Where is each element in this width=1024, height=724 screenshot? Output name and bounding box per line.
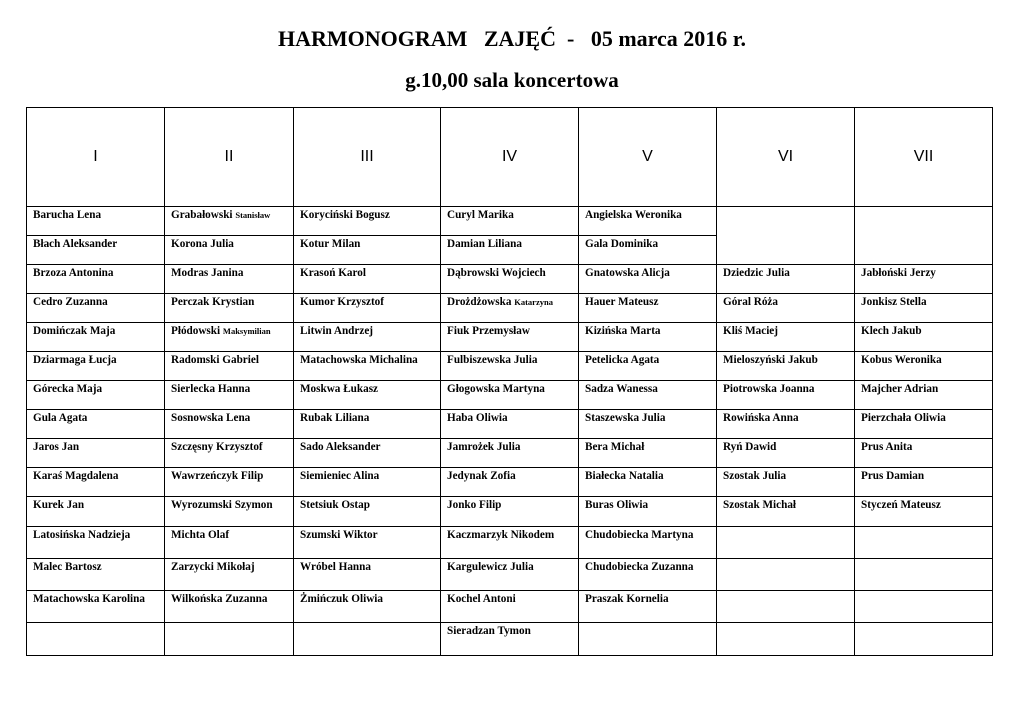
table-row <box>27 381 993 410</box>
cell-name-suffix: Stanisław <box>235 210 271 220</box>
table-row <box>27 207 993 236</box>
cell-name: Sosnowska Lena <box>171 412 251 424</box>
table-cell <box>441 352 579 381</box>
table-row <box>27 410 993 439</box>
cell-name: Curyl Marika <box>447 209 514 221</box>
table-cell <box>579 527 717 559</box>
cell-name: Chudobiecka Zuzanna <box>585 561 694 573</box>
table-cell <box>441 381 579 410</box>
table-cell <box>165 352 294 381</box>
cell-name: Kliś Maciej <box>723 325 778 337</box>
cell-name: Petelicka Agata <box>585 354 660 366</box>
table-cell <box>27 559 165 591</box>
cell-name: Drożdżowska <box>447 296 515 308</box>
table-cell <box>717 352 855 381</box>
cell-name: Rowińska Anna <box>723 412 799 424</box>
cell-name: Klech Jakub <box>861 325 922 337</box>
table-cell <box>294 468 441 497</box>
table-row <box>27 265 993 294</box>
cell-name: Dziedzic Julia <box>723 267 790 279</box>
cell-name: Karaś Magdalena <box>33 470 119 482</box>
table-cell <box>294 381 441 410</box>
table-cell <box>294 265 441 294</box>
table-cell <box>165 410 294 439</box>
table-cell <box>441 410 579 439</box>
table-cell <box>165 439 294 468</box>
table-cell <box>855 439 993 468</box>
cell-name: Płódowski <box>171 325 223 337</box>
table-cell <box>855 323 993 352</box>
cell-name: Siemieniec Alina <box>300 470 380 482</box>
cell-name: Gnatowska Alicja <box>585 267 670 279</box>
column-header: I <box>27 108 165 207</box>
cell-name: Kochel Antoni <box>447 593 516 605</box>
cell-name: Piotrowska Joanna <box>723 383 815 395</box>
cell-name: Szumski Wiktor <box>300 529 378 541</box>
table-cell <box>441 559 579 591</box>
table-body <box>27 207 993 656</box>
table-cell <box>717 439 855 468</box>
cell-name: Błach Aleksander <box>33 238 118 250</box>
table-cell <box>579 323 717 352</box>
cell-name: Barucha Lena <box>33 209 102 221</box>
table-cell <box>294 623 441 656</box>
table-cell <box>579 265 717 294</box>
table-cell <box>27 207 165 236</box>
table-cell <box>27 468 165 497</box>
table-cell <box>294 236 441 265</box>
cell-name: Matachowska Michalina <box>300 354 418 366</box>
cell-name: Modras Janina <box>171 267 244 279</box>
column-header: VI <box>717 108 855 207</box>
table-cell <box>579 294 717 323</box>
table-cell <box>294 410 441 439</box>
table-cell <box>579 591 717 623</box>
column-header: VII <box>855 108 993 207</box>
cell-name: Perczak Krystian <box>171 296 255 308</box>
table-cell <box>294 591 441 623</box>
table-cell <box>165 323 294 352</box>
cell-name: Gula Agata <box>33 412 88 424</box>
cell-name: Krasoń Karol <box>300 267 366 279</box>
cell-name: Wilkońska Zuzanna <box>171 593 268 605</box>
cell-name: Stetsiuk Ostap <box>300 499 370 511</box>
cell-name: Latosińska Nadzieja <box>33 529 131 541</box>
cell-name: Koryciński Bogusz <box>300 209 390 221</box>
table-cell <box>441 623 579 656</box>
cell-name: Pierzchała Oliwia <box>861 412 946 424</box>
table-cell <box>717 381 855 410</box>
table-row <box>27 468 993 497</box>
cell-name: Jonkisz Stella <box>861 296 927 308</box>
cell-name: Sieradzan Tymon <box>447 625 531 637</box>
table-row <box>27 497 993 527</box>
table-cell <box>165 468 294 497</box>
cell-name: Ryń Dawid <box>723 441 777 453</box>
table-cell <box>717 497 855 527</box>
table-cell <box>441 265 579 294</box>
table-cell <box>717 323 855 352</box>
column-header: V <box>579 108 717 207</box>
cell-name: Praszak Kornelia <box>585 593 669 605</box>
schedule-table <box>26 107 993 656</box>
table-cell <box>579 381 717 410</box>
cell-name: Damian Liliana <box>447 238 522 250</box>
table-cell <box>855 265 993 294</box>
column-header: II <box>165 108 294 207</box>
table-cell <box>717 468 855 497</box>
table-cell <box>165 207 294 236</box>
cell-name: Hauer Mateusz <box>585 296 659 308</box>
table-cell <box>441 294 579 323</box>
cell-name: Michta Olaf <box>171 529 230 541</box>
table-cell <box>441 323 579 352</box>
cell-name: Rubak Liliana <box>300 412 370 424</box>
table-cell <box>441 207 579 236</box>
cell-name-suffix: Katarzyna <box>514 297 553 307</box>
table-cell <box>855 381 993 410</box>
cell-name: Sado Aleksander <box>300 441 381 453</box>
cell-name: Dziarmaga Łucja <box>33 354 117 366</box>
cell-name: Fulbiszewska Julia <box>447 354 538 366</box>
cell-name: Dąbrowski Wojciech <box>447 267 546 279</box>
cell-name: Mieloszyński Jakub <box>723 354 818 366</box>
table-cell <box>27 497 165 527</box>
cell-name: Prus Damian <box>861 470 925 482</box>
table-cell <box>855 410 993 439</box>
table-cell <box>27 439 165 468</box>
cell-name-suffix: Maksymilian <box>222 326 271 336</box>
cell-name: Cedro Zuzanna <box>33 296 108 308</box>
table-cell <box>27 591 165 623</box>
table-row <box>27 559 993 591</box>
table-cell <box>579 410 717 439</box>
table-cell <box>294 294 441 323</box>
table-cell <box>441 439 579 468</box>
table-cell <box>165 294 294 323</box>
table-row <box>27 439 993 468</box>
table-cell <box>165 497 294 527</box>
cell-name: Buras Oliwia <box>585 499 649 511</box>
cell-name: Moskwa Łukasz <box>300 383 379 395</box>
table-cell <box>579 207 717 236</box>
cell-name: Jaros Jan <box>33 441 80 453</box>
table-cell <box>717 527 855 559</box>
table-cell <box>579 623 717 656</box>
table-cell <box>441 497 579 527</box>
table-cell <box>27 623 165 656</box>
table-cell <box>27 265 165 294</box>
table-cell <box>855 527 993 559</box>
cell-name: Kurek Jan <box>33 499 85 511</box>
cell-name: Bera Michał <box>585 441 645 453</box>
cell-name: Malec Bartosz <box>33 561 102 573</box>
table-cell <box>717 294 855 323</box>
table-cell <box>294 527 441 559</box>
table-cell <box>579 439 717 468</box>
table-cell <box>27 381 165 410</box>
table-cell <box>294 207 441 236</box>
table-cell <box>579 236 717 265</box>
cell-name: Domińczak Maja <box>33 325 116 337</box>
cell-name: Wróbel Hanna <box>300 561 371 573</box>
page-title: HARMONOGRAM ZAJĘĆ - 05 marca 2016 r. <box>277 26 747 51</box>
cell-name: Góral Róża <box>723 296 778 308</box>
cell-name: Radomski Gabriel <box>171 354 259 366</box>
cell-name: Wawrzeńczyk Filip <box>171 470 264 482</box>
cell-name: Szczęsny Krzysztof <box>171 441 263 453</box>
table-cell <box>165 527 294 559</box>
table-cell <box>855 207 993 265</box>
table-cell <box>294 559 441 591</box>
cell-name: Kobus Weronika <box>861 354 942 366</box>
table-cell <box>579 352 717 381</box>
table-cell <box>27 294 165 323</box>
cell-name: Fiuk Przemysław <box>447 325 530 337</box>
table-cell <box>27 410 165 439</box>
table-cell <box>717 559 855 591</box>
cell-name: Angielska Weronika <box>585 209 682 221</box>
table-cell <box>855 352 993 381</box>
table-cell <box>579 468 717 497</box>
cell-name: Wyrozumski Szymon <box>171 499 273 511</box>
cell-name: Szostak Michał <box>723 499 797 511</box>
table-cell <box>441 591 579 623</box>
cell-name: Haba Oliwia <box>447 412 508 424</box>
table-cell <box>855 468 993 497</box>
table-row <box>27 294 993 323</box>
table-cell <box>579 559 717 591</box>
cell-name: Jamrożek Julia <box>447 441 521 453</box>
cell-name: Kotur Milan <box>300 238 361 250</box>
cell-name: Prus Anita <box>861 441 913 453</box>
cell-name: Matachowska Karolina <box>33 593 145 605</box>
table-cell <box>165 381 294 410</box>
table-cell <box>441 236 579 265</box>
header-row <box>27 108 993 207</box>
table-cell <box>579 497 717 527</box>
cell-name: Białecka Natalia <box>585 470 664 482</box>
table-cell <box>165 265 294 294</box>
cell-name: Korona Julia <box>171 238 234 250</box>
cell-name: Jedynak Zofia <box>447 470 516 482</box>
table-cell <box>27 352 165 381</box>
table-cell <box>294 439 441 468</box>
table-cell <box>717 410 855 439</box>
cell-name: Kaczmarzyk Nikodem <box>447 529 555 541</box>
table-cell <box>717 207 855 265</box>
cell-name: Jabłoński Jerzy <box>861 267 936 279</box>
table-cell <box>855 559 993 591</box>
table-cell <box>27 236 165 265</box>
table-cell <box>717 265 855 294</box>
table-cell <box>294 323 441 352</box>
table-cell <box>294 497 441 527</box>
cell-name: Kizińska Marta <box>585 325 661 337</box>
table-row <box>27 527 993 559</box>
cell-name: Szostak Julia <box>723 470 787 482</box>
table-row <box>27 352 993 381</box>
column-header: III <box>294 108 441 207</box>
page-subtitle: g.10,00 sala koncertowa <box>405 68 619 92</box>
cell-name: Górecka Maja <box>33 383 103 395</box>
table-row <box>27 591 993 623</box>
table-cell <box>165 236 294 265</box>
table-row <box>27 323 993 352</box>
table-row <box>27 623 993 656</box>
table-cell <box>27 527 165 559</box>
table-cell <box>717 623 855 656</box>
table-cell <box>855 591 993 623</box>
table-cell <box>441 527 579 559</box>
cell-name: Styczeń Mateusz <box>861 499 941 511</box>
cell-name: Brzoza Antonina <box>33 267 114 279</box>
cell-name: Litwin Andrzej <box>300 325 374 337</box>
cell-name: Kargulewicz Julia <box>447 561 534 573</box>
table-cell <box>717 591 855 623</box>
cell-name: Staszewska Julia <box>585 412 666 424</box>
table-cell <box>27 323 165 352</box>
cell-name: Jonko Filip <box>447 499 502 511</box>
table-cell <box>855 623 993 656</box>
cell-name: Żmińczuk Oliwia <box>300 593 383 605</box>
table-cell <box>855 497 993 527</box>
table-cell <box>165 591 294 623</box>
table-cell <box>855 294 993 323</box>
cell-name: Sadza Wanessa <box>585 383 658 395</box>
table-cell <box>165 559 294 591</box>
cell-name: Chudobiecka Martyna <box>585 529 694 541</box>
table-cell <box>294 352 441 381</box>
table-cell <box>165 623 294 656</box>
cell-name: Gala Dominika <box>585 238 659 250</box>
cell-name: Głogowska Martyna <box>447 383 545 395</box>
table-cell <box>441 468 579 497</box>
cell-name: Zarzycki Mikołaj <box>171 561 255 573</box>
cell-name: Sierlecka Hanna <box>171 383 251 395</box>
column-header: IV <box>441 108 579 207</box>
cell-name: Grabałowski <box>171 209 236 221</box>
cell-name: Majcher Adrian <box>861 383 939 395</box>
cell-name: Kumor Krzysztof <box>300 296 384 308</box>
